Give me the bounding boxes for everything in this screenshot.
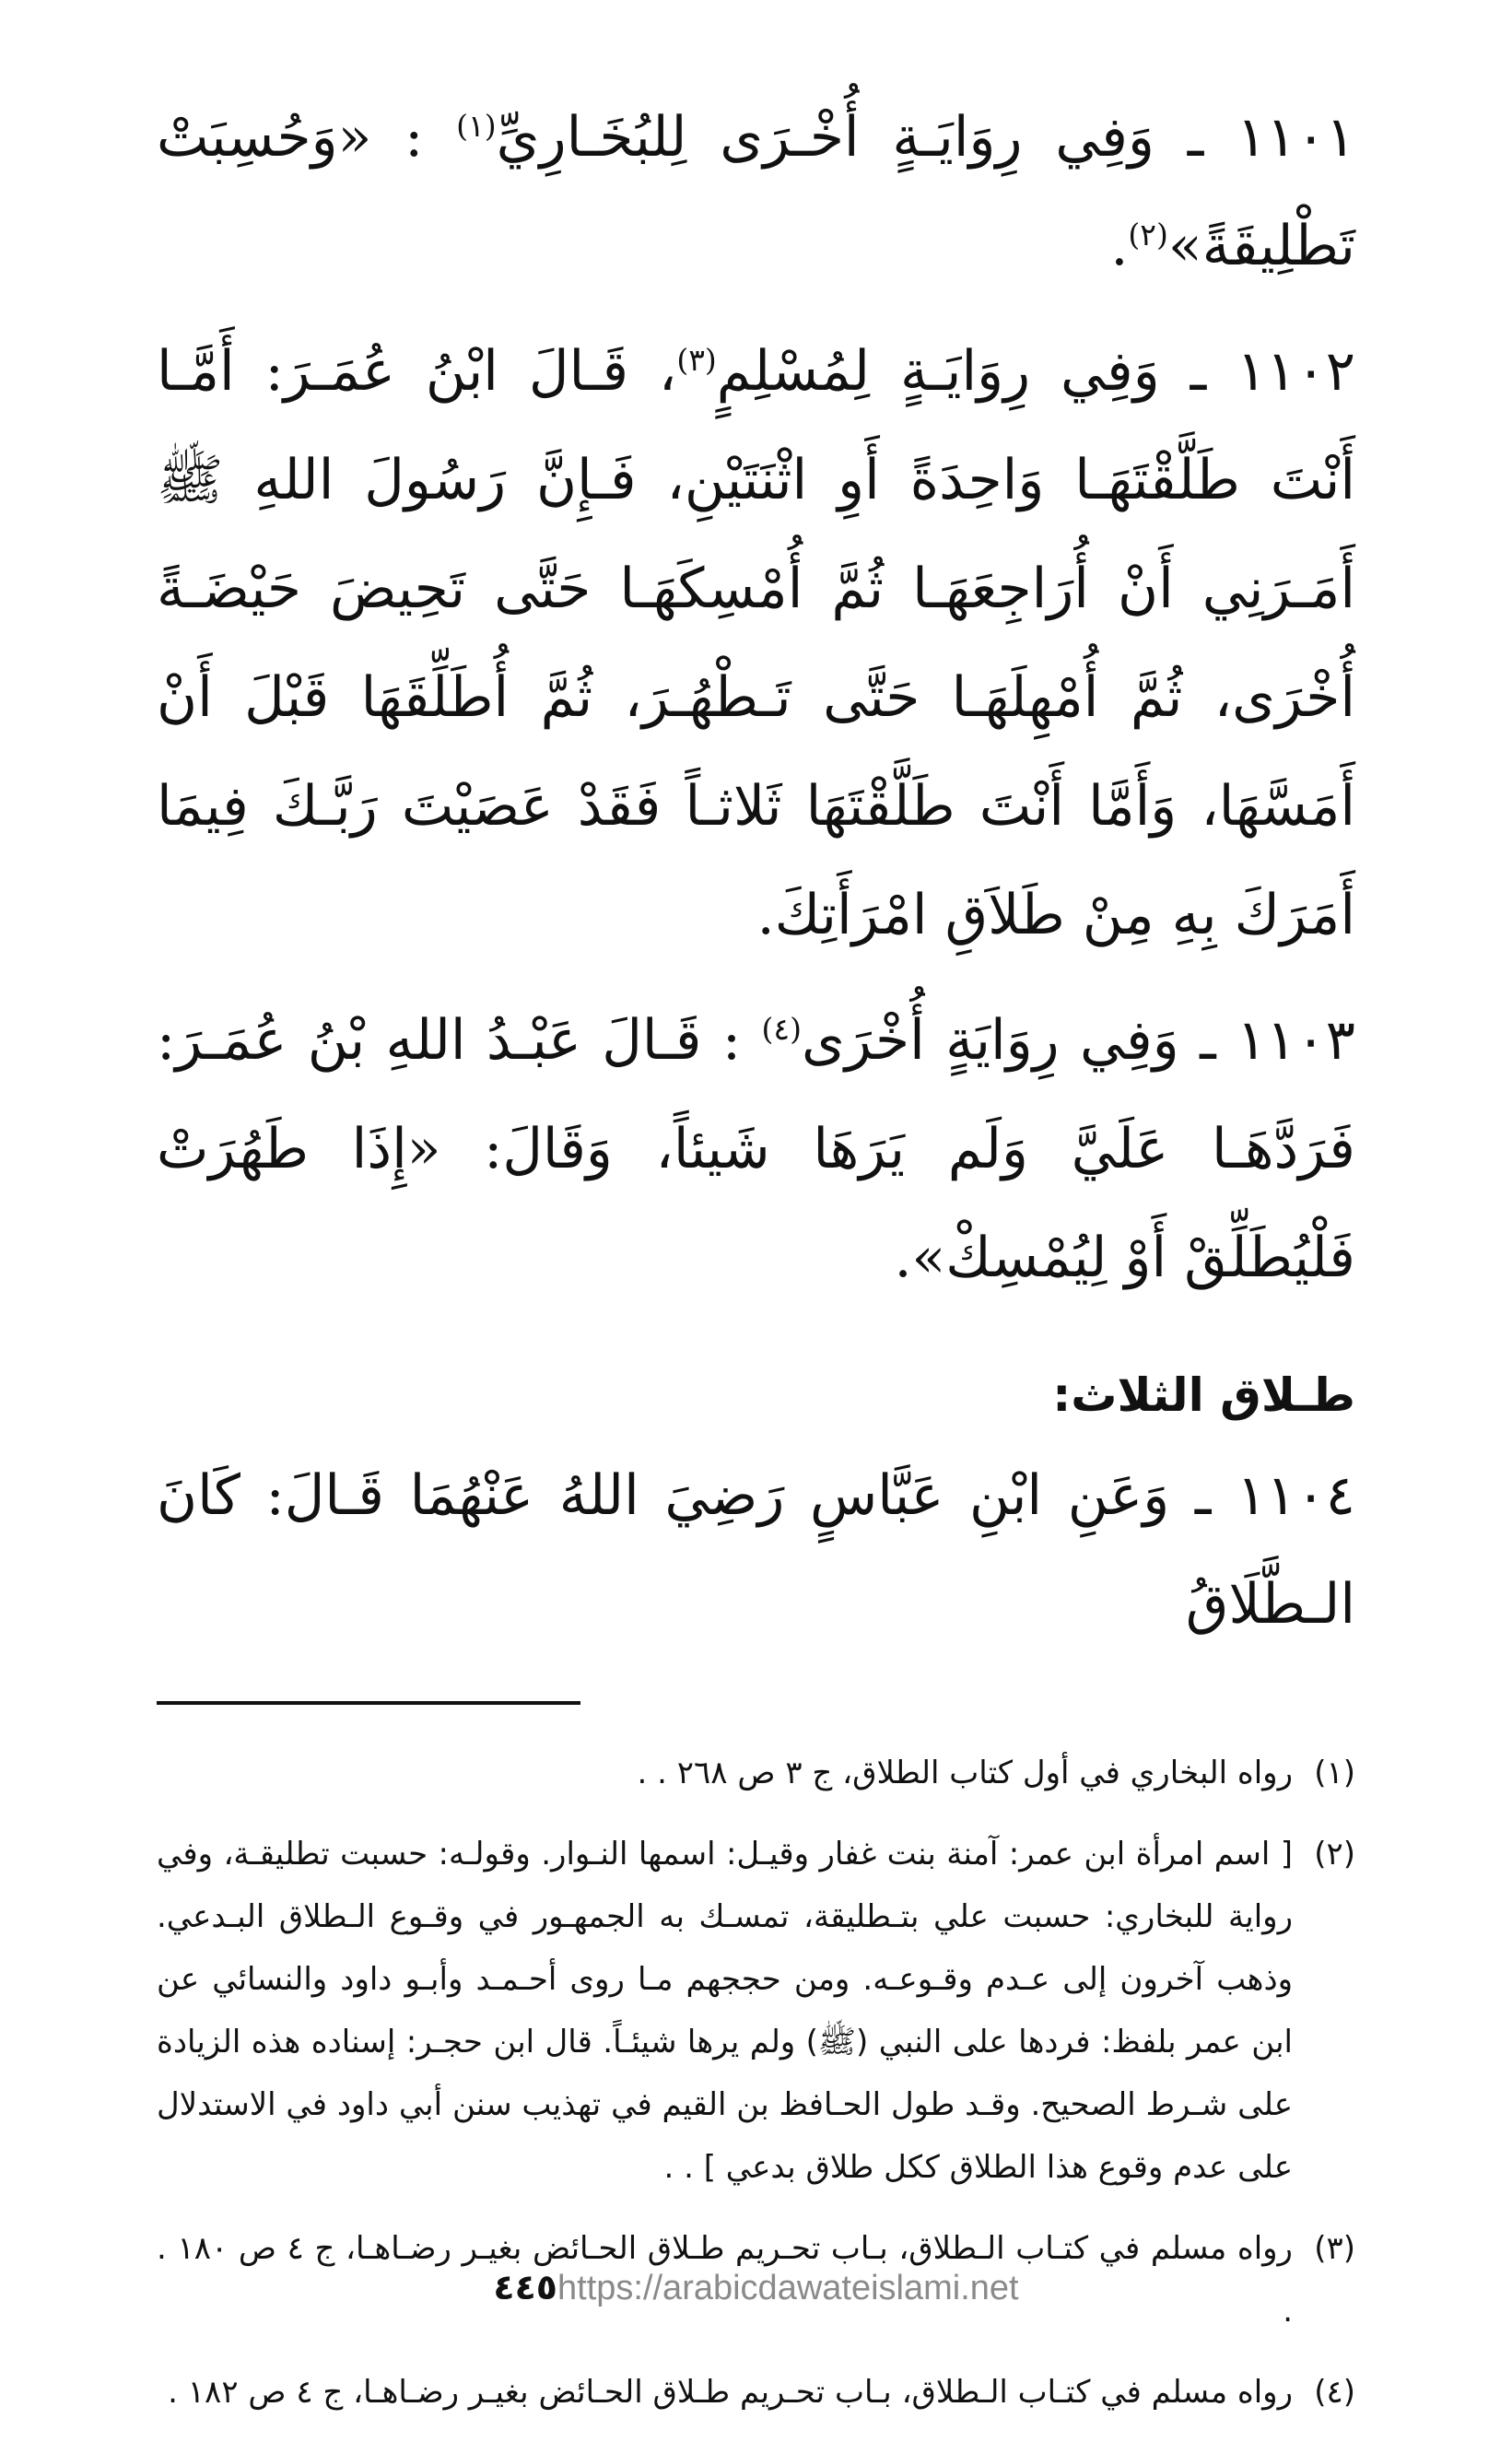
page-footer: [0, 2260, 1512, 2316]
footnotes: [157, 1742, 1355, 2424]
footnote-item: [157, 1823, 1355, 2199]
footnote-number: (٤): [1314, 2374, 1355, 2411]
hadith-1102: [157, 317, 1355, 969]
hadith-1101: [157, 83, 1355, 300]
hadith-text: : قَـالَ عَبْـدُ اللهِ بْنُ عُمَـرَ: فَرَدَّهَـا عَلَيَّ وَلَم يَرَهَا شَيئاً، وَقَالَ: «إِذَا طَهُرَتْ فَلْيُطَلِّقْ أَوْ لِيُمْسِكْ».: [157, 1008, 1355, 1290]
book-page: [157, 83, 1355, 2442]
hadith-text: ١١٠١ ـ وَفِي رِوَايَـةٍ أُخْـرَى لِلبُخَـارِيِّ: [496, 105, 1356, 170]
footnote-ref[interactable]: (٣): [676, 342, 717, 378]
page-number: ٤٤٥: [493, 2267, 557, 2307]
footnote-text: رواه البخاري في أول كتاب الطلاق، ج ٣ ص ٢٦٨ . .: [637, 1755, 1293, 1791]
footnote-text: رواه مسلم في كتـاب الـطلاق، بـاب تحـريم طـلاق الحـائض بغيـر رضـاهـا، ج ٤ ص ١٨٠ . .: [157, 2230, 1293, 2330]
footnote-divider: [157, 1701, 580, 1705]
footnote-text: [ اسم امرأة ابن عمر: آمنة بنت غفار وقيـل: اسمها النـوار. وقولـه: حسبت تطليقـة، وفي رواية للبخاري: حسبت علي بتـطليقة، تمسـك به الجمهـور في وقـوع الـطلاق البـدعي. وذهب آخرون إلى عـدم وقـوعـه. ومن حججهم مـا روى أحـمـد وأبـو داود والنسائي عن ابن عمر بلفظ: فردها على النبي (ﷺ) ولم يرها شيئـاً. قال ابن حجـر: إسناده هذه الزيادة على شـرط الصحيح. وقـد طول الحـافظ بن القيم في تهذيب سنن أبي داود في الاستدلال على عدم وقوع هذا الطلاق ككل طلاق بدعي ] . .: [157, 1836, 1293, 2186]
footnote-item: [157, 1742, 1355, 1804]
hadith-text: ، قَـالَ ابْنُ عُمَـرَ: أَمَّـا أَنْتَ طَلَّقْتَهَـا وَاحِدَةً أَوِ اثْنَتَيْنِ، فَـإِنَّ رَسُولَ اللهِ ﷺ أَمَـرَنِي أَنْ أُرَاجِعَهَـا ثُمَّ أُمْسِكَهَـا حَتَّى تَحِيضَ حَيْضَـةً أُخْرَى، ثُمَّ أُمْهِلَهَـا حَتَّى تَـطْهُـرَ، ثُمَّ أُطَلِّقَهَا قَبْلَ أَنْ أَمَسَّهَا، وَأَمَّا أَنْتَ طَلَّقْتَهَا ثَلاثـاً فَقَدْ عَصَيْتَ رَبَّـكَ فِيمَا أَمَرَكَ بِهِ مِنْ طَلاَقِ امْرَأَتِكَ.: [157, 339, 1355, 947]
hadith-text: : «وَحُسِبَتْ تَطْلِيقَةً»: [157, 105, 1355, 278]
footnote-item: [157, 2361, 1355, 2424]
footnote-number: (٢): [1314, 1836, 1355, 1873]
footnote-number: (٣): [1314, 2230, 1355, 2267]
website-link[interactable]: https://arabicdawateislami.net: [557, 2269, 1019, 2307]
footnote-ref[interactable]: (١): [456, 108, 497, 144]
hadith-1104: ١١٠٤ ـ وَعَنِ ابْنِ عَبَّاسٍ رَضِيَ اللهُ عَنْهُمَا قَـالَ: كَانَ الـطَّلَاقُ: [157, 1463, 1355, 1637]
hadith-text: .: [1110, 214, 1129, 278]
footnote-ref[interactable]: (٤): [761, 1011, 802, 1047]
footnote-ref[interactable]: (٢): [1128, 217, 1168, 252]
hadith-text: ١١٠٢ ـ وَفِي رِوَايَـةٍ لِمُسْلِمٍ: [716, 339, 1356, 404]
hadith-text: ١١٠٣ ـ وَفِي رِوَايَةٍ أُخْرَى: [801, 1008, 1355, 1073]
footnote-text: رواه مسلم في كتـاب الـطلاق، بـاب تحـريم طـلاق الحـائض بغيـر رضـاهـا، ج ٤ ص ١٨٢ .: [168, 2374, 1293, 2411]
hadith-1103: [157, 986, 1355, 1312]
section-heading: طـلاق الثلاث:: [1052, 1368, 1355, 1422]
footnote-number: (١): [1314, 1755, 1355, 1791]
